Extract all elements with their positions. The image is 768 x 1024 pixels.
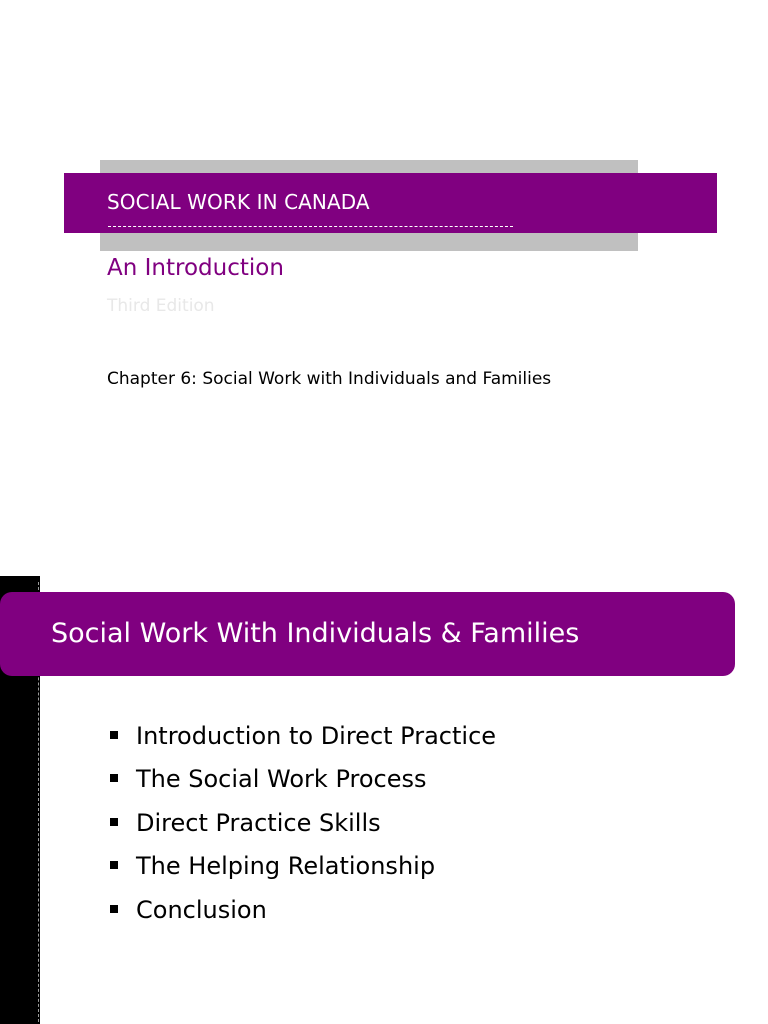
chapter-title: Chapter 6: Social Work with Individuals and Families [107, 369, 552, 389]
square-bullet-icon [110, 861, 118, 869]
square-bullet-icon [110, 818, 118, 826]
list-item [110, 758, 496, 802]
contents-slide [0, 512, 768, 1024]
square-bullet-icon [110, 774, 118, 782]
edition-label: Third Edition [107, 296, 215, 316]
list-item-label: Conclusion [136, 895, 267, 924]
list-item [110, 801, 496, 845]
square-bullet-icon [110, 905, 118, 913]
list-item [110, 888, 496, 932]
list-item [110, 714, 496, 758]
list-item [110, 845, 496, 889]
list-item-label: Direct Practice Skills [136, 808, 381, 837]
topics-bullet-list [110, 714, 496, 932]
book-subtitle: An Introduction [107, 255, 284, 281]
banner-dashed-divider [108, 226, 513, 227]
list-item-label: The Helping Relationship [136, 852, 436, 881]
slide-title: Social Work With Individuals & Families [51, 618, 580, 649]
book-title: SOCIAL WORK IN CANADA [107, 190, 370, 214]
list-item-label: The Social Work Process [136, 765, 427, 794]
square-bullet-icon [110, 731, 118, 739]
list-item-label: Introduction to Direct Practice [136, 721, 497, 750]
